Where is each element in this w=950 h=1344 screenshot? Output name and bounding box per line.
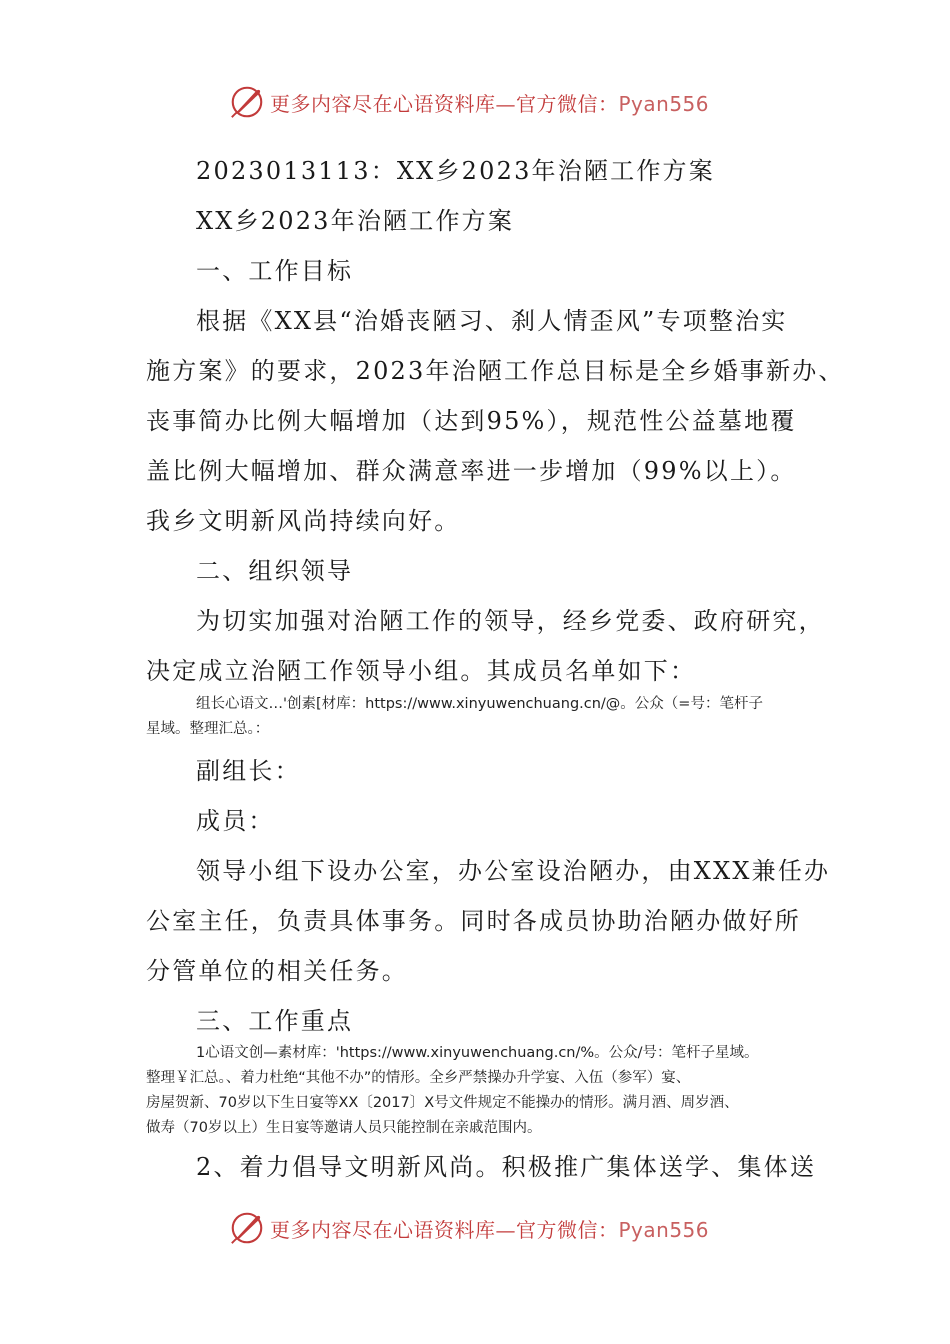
quill-pen-logo-icon bbox=[228, 83, 266, 121]
section-heading: 二、组织领导 bbox=[196, 557, 354, 585]
paragraph-line: 决定成立治陋工作领导小组。其成员名单如下： bbox=[146, 657, 697, 685]
paragraph-line: 分管单位的相关任务。 bbox=[146, 957, 408, 985]
small-text-line: 组长心语文…'创素[材库：https://www.xinyuwenchuang.cn/@。公众（=号：笔杆子 bbox=[196, 696, 763, 712]
paragraph-line: 公室主任，负责具体事务。同时各成员协助治陋办做好所 bbox=[146, 907, 801, 935]
section-heading: 一、工作目标 bbox=[196, 257, 354, 285]
paragraph-line: 盖比例大幅增加、群众满意率进一步增加（99%以上）。 bbox=[146, 457, 797, 485]
watermark-text: 更多内容尽在心语资料库—官方微信：Pyan556 bbox=[270, 91, 710, 116]
paragraph-line: 根据《XX县“治婚丧陋习、刹人情歪风”专项整治实 bbox=[196, 307, 788, 335]
small-text-line: 星域。整理汇总。： bbox=[146, 721, 270, 737]
watermark-banner-bottom bbox=[228, 1206, 748, 1250]
wechat-id: Pyan556 bbox=[618, 1217, 710, 1242]
small-text-line: 房屋贺新、70岁以下生日宴等XX〔2017〕X号文件规定不能操办的情形。满月酒、周岁酒、 bbox=[146, 1095, 739, 1111]
watermark-banner-top bbox=[228, 80, 748, 124]
quill-pen-logo-icon bbox=[228, 1209, 266, 1247]
paragraph-line: 我乡文明新风尚持续向好。 bbox=[146, 507, 461, 535]
small-text-line: 1心语文创—素材库：'https://www.xinyuwenchuang.cn/%。公众/号：笔杆子星域。 bbox=[196, 1045, 759, 1061]
paragraph-line: 丧事简办比例大幅增加（达到95%），规范性公益墓地覆 bbox=[146, 407, 797, 435]
watermark-text: 更多内容尽在心语资料库—官方微信：Pyan556 bbox=[270, 1217, 710, 1242]
paragraph-line: 施方案》的要求，2023年治陋工作总目标是全乡婚事新办、 bbox=[146, 357, 845, 385]
wechat-id: Pyan556 bbox=[618, 91, 710, 116]
small-text-line: 整理￥汇总。、着力杜绝“其他不办”的情形。全乡严禁操办升学宴、入伍（参军）宴、 bbox=[146, 1070, 691, 1086]
paragraph-line: 2、着力倡导文明新风尚。积极推广集体送学、集体送 bbox=[196, 1153, 817, 1181]
paragraph-line: 副组长： bbox=[196, 757, 301, 785]
section-heading: 三、工作重点 bbox=[196, 1007, 354, 1035]
paragraph-line: 成员： bbox=[196, 807, 275, 835]
doc-id-title: 2023013113：XX乡2023年治陋工作方案 bbox=[196, 157, 715, 185]
small-text-line: 做寿（70岁以上）生日宴等邀请人员只能控制在亲戚范围内。 bbox=[146, 1120, 542, 1136]
paragraph-line: 领导小组下设办公室，办公室设治陋办，由XXX兼任办 bbox=[196, 857, 831, 885]
doc-title: XX乡2023年治陋工作方案 bbox=[196, 207, 515, 235]
paragraph-line: 为切实加强对治陋工作的领导，经乡党委、政府研究， bbox=[196, 607, 825, 635]
